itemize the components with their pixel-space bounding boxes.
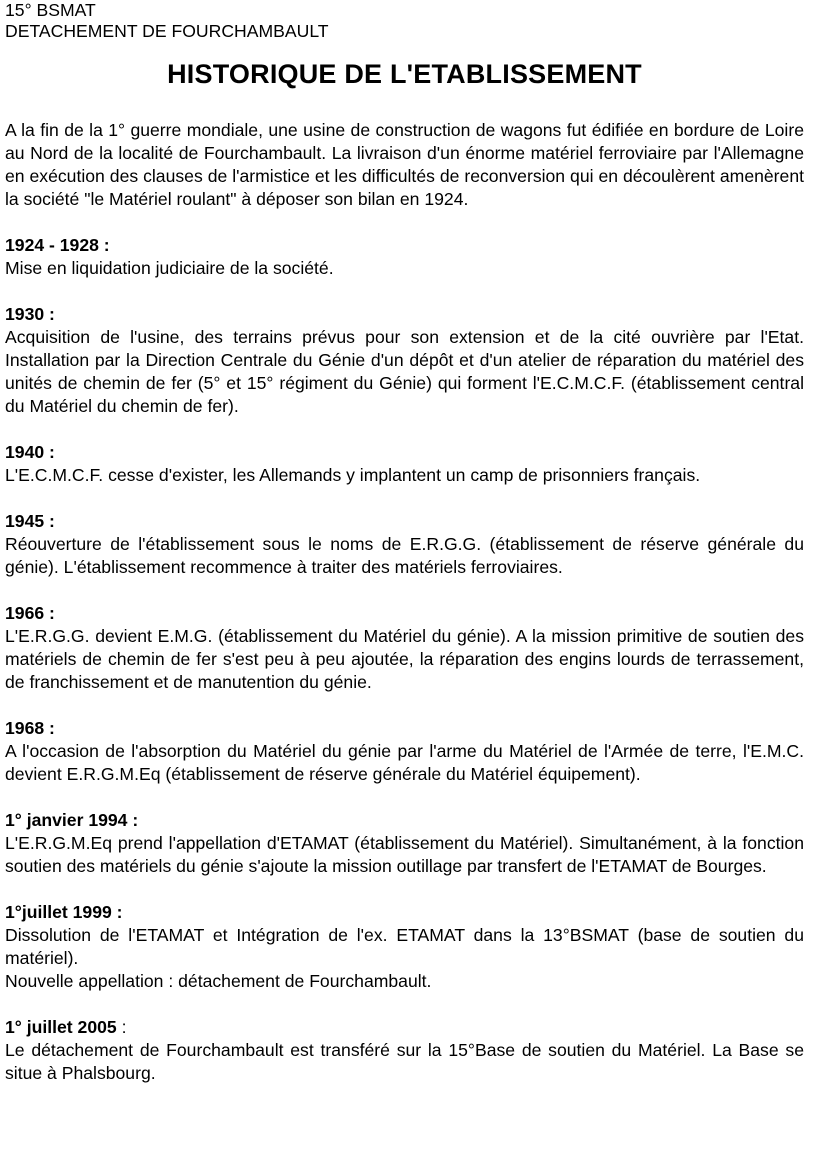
section-paragraph: Réouverture de l'établissement sous le noms de E.R.G.G. (établissement de réserve générale du génie). L'établissement recommence à traiter des matériels ferroviaires. <box>5 534 804 577</box>
document-page <box>5 0 804 1085</box>
section-heading: 1° janvier 1994 : <box>5 810 139 830</box>
section-heading: 1924 - 1928 : <box>5 235 110 255</box>
section-paragraph: Mise en liquidation judiciaire de la société. <box>5 258 334 278</box>
section-1994 <box>5 809 804 878</box>
section-heading: 1945 : <box>5 511 55 531</box>
page-title: HISTORIQUE DE L'ETABLISSEMENT <box>167 59 642 89</box>
header-detachment: DETACHEMENT DE FOURCHAMBAULT <box>5 21 329 41</box>
section-heading-text: 1° juillet 2005 <box>5 1017 117 1037</box>
section-paragraph: Dissolution de l'ETAMAT et Intégration de l'ex. ETAMAT dans la 13°BSMAT (base de soutien du matériel). <box>5 925 804 968</box>
section-1924-1928 <box>5 234 804 280</box>
section-paragraph: L'E.R.G.M.Eq prend l'appellation d'ETAMAT (établissement du Matériel). Simultanément, à la fonction soutien des matériels du génie s'ajoute la mission outillage par transfert de l'ETAMAT de Bourges. <box>5 833 804 876</box>
section-1930 <box>5 303 804 418</box>
section-paragraph: L'E.C.M.C.F. cesse d'exister, les Allemands y implantent un camp de prisonniers français. <box>5 465 701 485</box>
section-heading: 1930 : <box>5 304 55 324</box>
history-sections <box>5 234 804 1085</box>
section-1940 <box>5 441 804 487</box>
intro-paragraph: A la fin de la 1° guerre mondiale, une usine de construction de wagons fut édifiée en bordure de Loire au Nord de la localité de Fourchambault. La livraison d'un énorme matériel ferroviaire par l'Allemagne en exécution des clauses de l'armistice et les difficultés de reconversion qui en découlèrent amenèrent la société "le Matériel roulant" à déposer son bilan en 1924. <box>5 120 804 209</box>
section-heading: 1940 : <box>5 442 55 462</box>
header-unit: 15° BSMAT <box>5 0 96 20</box>
section-paragraph: L'E.R.G.G. devient E.M.G. (établissement du Matériel du génie). A la mission primitive de soutien des matériels de chemin de fer s'est peu à peu ajoutée, la réparation des engins lourds de terrassement, de franchissement et de manutention du génie. <box>5 626 804 692</box>
section-1966 <box>5 602 804 694</box>
section-paragraph: A l'occasion de l'absorption du Matériel du génie par l'arme du Matériel de l'Armée de terre, l'E.M.C. devient E.R.G.M.Eq (établissement de réserve générale du Matériel équipement). <box>5 741 804 784</box>
section-paragraph: Nouvelle appellation : détachement de Fourchambault. <box>5 971 432 991</box>
section-paragraph: Le détachement de Fourchambault est transféré sur la 15°Base de soutien du Matériel. La Base se situe à Phalsbourg. <box>5 1040 804 1083</box>
section-1945 <box>5 510 804 579</box>
section-paragraph: Acquisition de l'usine, des terrains prévus pour son extension et de la cité ouvrière par l'Etat. Installation par la Direction Centrale du Génie d'un dépôt et d'un atelier de réparation du matériel des unités de chemin de fer (5° et 15° régiment du Génie) qui forment l'E.C.M.C.F. (établissement central du Matériel du chemin de fer). <box>5 327 804 416</box>
section-1968 <box>5 717 804 786</box>
section-heading: 1966 : <box>5 603 55 623</box>
section-1999 <box>5 901 804 993</box>
section-heading: 1°juillet 1999 : <box>5 902 123 922</box>
section-heading <box>5 1016 804 1039</box>
section-2005 <box>5 1016 804 1085</box>
section-heading: 1968 : <box>5 718 55 738</box>
section-heading-colon: : <box>116 1017 127 1037</box>
